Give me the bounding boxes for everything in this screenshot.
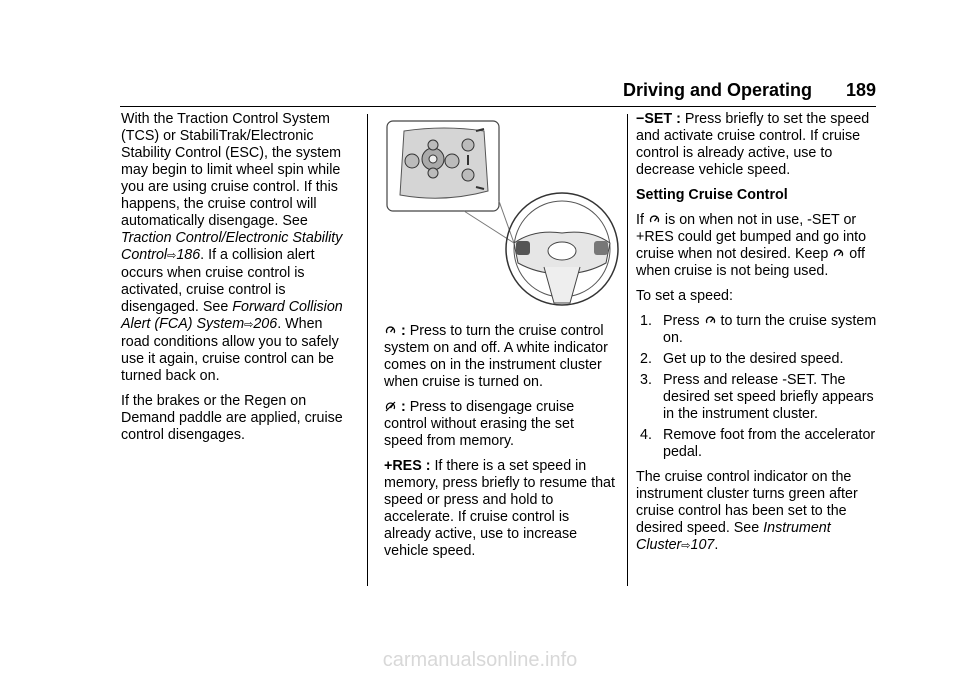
section-title: Driving and Operating xyxy=(622,80,812,100)
column-divider-1 xyxy=(367,114,368,586)
column-3 xyxy=(636,111,882,563)
steering-wheel-illustration xyxy=(384,115,620,309)
ref-page-206[interactable]: 206 xyxy=(253,316,278,332)
cruise-cancel-item: : Press to disengage cruise control without erasing the set speed from memory. xyxy=(384,399,575,449)
setting-cruise-heading: Setting Cruise Control xyxy=(636,187,788,203)
set-label: −SET : xyxy=(636,111,681,127)
cruise-cancel-label: : xyxy=(384,399,406,415)
cruise-onoff-label: : xyxy=(384,323,406,339)
step-item: 3. Press and release -SET. The desired set speed briefly appears in the instrument cluster. xyxy=(640,372,874,422)
watermark: carmanualsonline.info xyxy=(382,649,578,671)
link-instrument-cluster[interactable]: Instrument Cluster xyxy=(636,520,831,553)
page-number: 189 xyxy=(845,80,876,100)
set-item: −SET : Press briefly to set the speed and activate cruise control. If cruise control is already active, use to decrease vehicle speed. xyxy=(636,111,870,178)
traction-paragraph: With the Traction Control System (TCS) or StabiliTrak/Electronic Stability Control (ESC), the system may begin to limit wheel spin while you are using cruise control. If this happens, the cruise control will automatically disengage. See Traction Control/Electronic Stability Control⇨186. If a collision alert occurs when cruise control is activated, cruise control is disengaged. See Forward Collision Alert (FCA) System⇨206. When road conditions allow you to safely use it again, cruise control can be turned back on. xyxy=(121,111,343,384)
page-header xyxy=(120,82,876,108)
cruise-cancel-icon xyxy=(385,401,396,412)
brakes-paragraph: If the brakes or the Regen on Demand paddle are applied, cruise control disengages. xyxy=(121,393,343,443)
ref-arrow-icon: ⇨ xyxy=(167,250,177,262)
step-item: 1. Press to turn the cruise system on. xyxy=(640,313,877,346)
header-rule xyxy=(120,106,876,107)
link-traction-control[interactable]: Traction Control/Electronic Stability Control xyxy=(121,230,343,263)
ref-arrow-icon: ⇨ xyxy=(681,540,691,552)
column-2 xyxy=(384,111,616,568)
cruise-control-icon xyxy=(833,248,844,259)
cruise-warning-paragraph: If is on when not in use, -SET or +RES could get bumped and go into cruise when not desired. Keep off when cruise is not being used. xyxy=(636,212,867,279)
cruise-control-icon xyxy=(705,315,716,326)
indicator-paragraph: The cruise control indicator on the instrument cluster turns green after cruise control has been set to the desired speed. See Instrument Cluster⇨107. xyxy=(636,469,858,553)
set-speed-steps xyxy=(636,313,882,461)
cruise-onoff-item: : Press to turn the cruise control system on and off. A white indicator comes on in the instrument cluster when cruise is turned on. xyxy=(384,323,608,390)
link-forward-collision-alert[interactable]: Forward Collision Alert (FCA) System xyxy=(121,299,343,332)
ref-page-186[interactable]: 186 xyxy=(176,247,201,263)
resume-label: +RES : xyxy=(384,458,431,474)
steering-wheel-controls-image xyxy=(384,115,620,309)
step-item: 2. Get up to the desired speed. xyxy=(640,351,844,367)
step-item: 4. Remove foot from the accelerator pedal. xyxy=(640,427,876,460)
ref-arrow-icon: ⇨ xyxy=(244,319,254,331)
cruise-control-icon xyxy=(649,214,660,225)
column-1 xyxy=(121,111,351,452)
ref-page-107[interactable]: 107 xyxy=(690,537,715,553)
set-speed-intro: To set a speed: xyxy=(636,288,733,304)
resume-item: +RES : If there is a set speed in memory, press briefly to resume that speed or press and hold to accelerate. If cruise control is already active, use to increase vehicle speed. xyxy=(384,458,615,559)
cruise-control-icon xyxy=(385,325,396,336)
column-divider-2 xyxy=(627,114,628,586)
